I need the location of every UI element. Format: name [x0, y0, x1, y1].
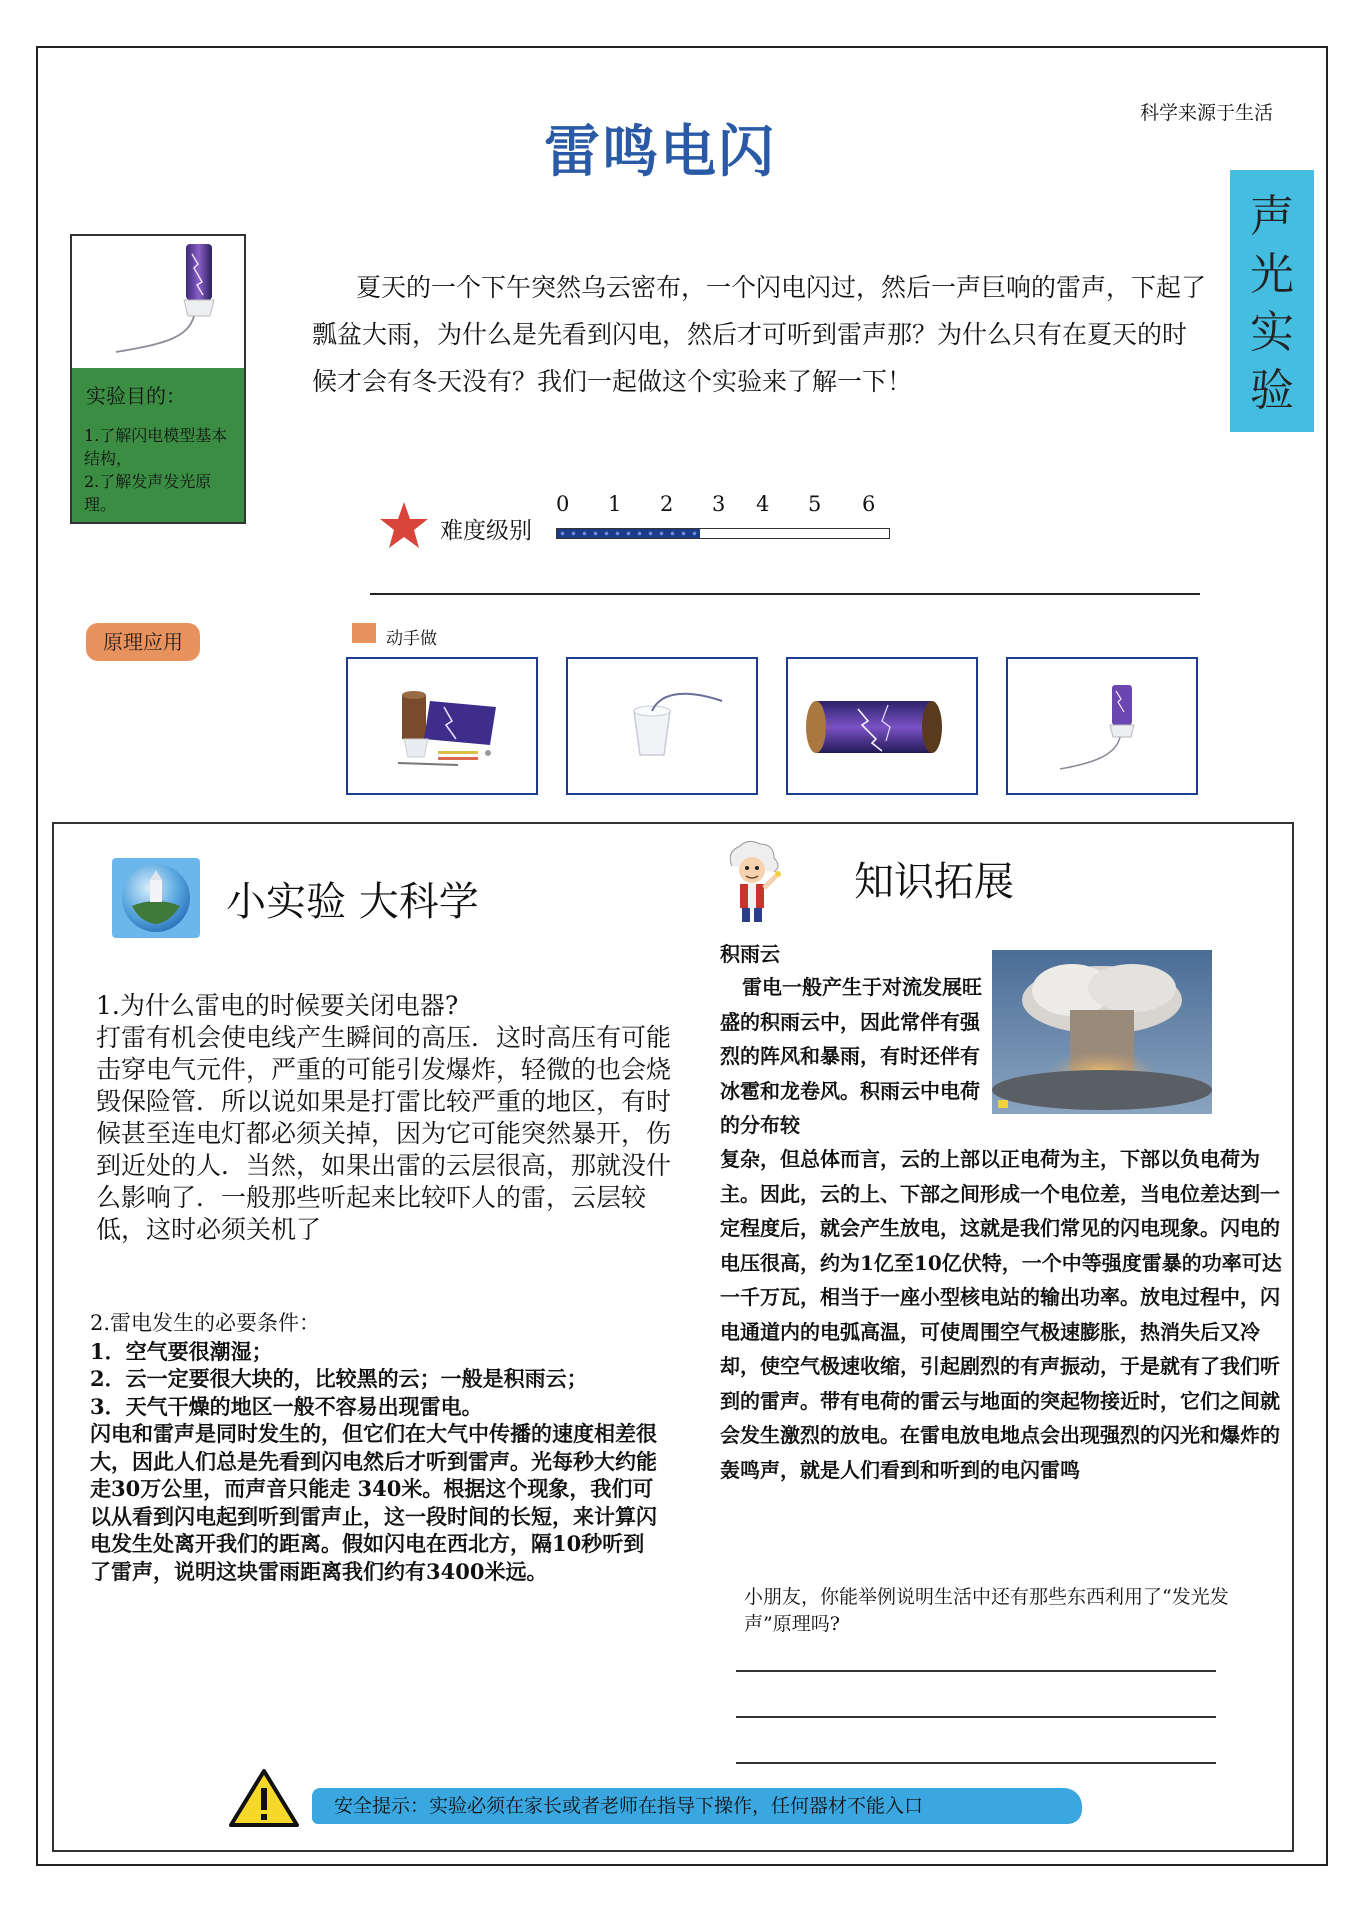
question-2-title: 2.雷电发生的必要条件：	[90, 1311, 321, 1335]
cumulonimbus-photo	[992, 950, 1212, 1114]
condition-item: 3．天气干燥的地区一般不容易出现雷电。	[90, 1393, 483, 1419]
step-photo-3	[786, 657, 978, 795]
question-2-body: 闪电和雷声是同时发生的，但它们在大气中传播的速度相差很大，因此人们总是先看到闪电然后才听到雷声。光每秒大约能走30万公里，而声音只能走 340米。根据这个现象，我们可以从看到闪电起到听到雷声止，这一段时间的长短，来计算闪电发生处离开我们的距离。假如闪电在西北方，隔10秒听到了雷声，说明这块雷雨距离我们约有3400米远。	[90, 1421, 657, 1584]
divider	[370, 593, 1200, 595]
scale-tick: 4	[756, 492, 770, 516]
intro-paragraph: 夏天的一个下午突然乌云密布，一个闪电闪过，然后一声巨响的雷声，下起了瓢盆大雨，为什么是先看到闪电，然后才可听到雷声那？为什么只有在夏天的时候才会有冬天没有？我们一起做这个实验来了解一下！	[312, 273, 1207, 396]
principle-button[interactable]: 原理应用	[86, 623, 200, 661]
star-icon	[378, 500, 430, 552]
difficulty-label: 难度级别	[440, 518, 532, 544]
question-1-body: 打雷有机会使电线产生瞬间的高压．这时高压有可能击穿电气元件，严重的可能引发爆炸，轻微的也会烧毁保险管．所以说如果是打雷比较严重的地区，有时候甚至连电灯都必须关掉，因为它可能突然暴开，伤到近处的人．当然，如果出雷的云层很高，那就没什么影响了．一般那些听起来比较吓人的雷，云层较低，这时必须关机了	[96, 1023, 672, 1244]
lamp-model-image	[72, 236, 244, 366]
difficulty-bar	[556, 528, 890, 539]
difficulty-scale	[552, 492, 892, 522]
side-tab-char: 光	[1250, 249, 1294, 300]
goal-panel	[72, 368, 244, 522]
goal-item: 1.了解闪电模型基本结构，	[84, 426, 228, 468]
side-tab-char: 验	[1250, 365, 1294, 416]
scale-tick: 5	[808, 492, 822, 516]
question-2	[90, 1310, 660, 1585]
question-1	[96, 990, 676, 1246]
reader-question: 小朋友，你能举例说明生活中还有那些东西利用了“发光发声”原理吗?	[744, 1586, 1229, 1635]
scale-tick: 2	[660, 492, 674, 516]
condition-item: 1．空气要很潮湿；	[90, 1338, 273, 1364]
materials-image	[348, 659, 536, 793]
cloud-subheading: 积雨云	[720, 942, 780, 966]
step-photo-2	[566, 657, 758, 795]
experiment-heading: 小实验 大科学	[226, 879, 479, 925]
goal-heading: 实验目的：	[86, 384, 186, 408]
einstein-icon	[722, 840, 784, 928]
page-title: 雷鸣电闪	[544, 119, 776, 185]
scale-tick: 3	[712, 492, 726, 516]
knowledge-heading: 知识拓展	[854, 859, 1014, 905]
step-photo-4	[1006, 657, 1198, 795]
goal-list	[84, 424, 234, 516]
difficulty-bar-fill	[557, 529, 700, 538]
warning-icon	[228, 1768, 300, 1828]
side-tab-char: 实	[1250, 307, 1294, 358]
answer-line[interactable]	[736, 1762, 1216, 1764]
answer-line[interactable]	[736, 1716, 1216, 1718]
knowledge-text-top: 雷电一般产生于对流发展旺盛的积雨云中，因此常伴有强烈的阵风和暴雨，有时还伴有冰雹和龙卷风。积雨云中电荷的分布较	[720, 975, 982, 1137]
question-1-title: 1.为什么雷电的时候要关闭电器?	[96, 991, 459, 1020]
side-tab	[1230, 170, 1314, 432]
scale-tick: 1	[608, 492, 622, 516]
finished-model-image	[1008, 659, 1196, 793]
knowledge-text: 复杂，但总体而言，云的上部以正电荷为主，下部以负电荷为主。因此，云的上、下部之间形成一个电位差，当电位差达到一定程度后，就会产生放电，这就是我们常见的闪电现象。闪电的电压很高，约为1亿至10亿伏特，一个中等强度雷暴的功率可达一千万瓦，相当于一座小型核电站的输出功率。放电过程中，闪电通道内的电弧高温，可使周围空气极速膨胀，热消失后又冷却，使空气极速收缩，引起剧烈的有声振动，于是就有了我们听到的雷声。带有电荷的雷云与地面的突起物接近时，它们之间就会发生激烈的放电。在雷电放电地点会出现强烈的闪光和爆炸的轰鸣声，就是人们看到和听到的电闪雷鸣	[720, 1147, 1282, 1482]
globe-icon	[112, 858, 200, 938]
step-photo-1	[346, 657, 538, 795]
scale-tick: 0	[556, 492, 570, 516]
base-cup-image	[568, 659, 756, 793]
condition-item: 2．云一定要很大块的，比较黑的云；一般是积雨云；	[90, 1366, 588, 1391]
slogan: 科学来源于生活	[1140, 102, 1274, 124]
answer-line[interactable]	[736, 1670, 1216, 1672]
scale-tick: 6	[862, 492, 876, 516]
side-tab-char: 声	[1250, 191, 1294, 242]
safety-banner: 安全提示：实验必须在家长或者老师在指导下操作，任何器材不能入口	[312, 1788, 1082, 1824]
lightning-tube-image	[788, 659, 976, 793]
goal-item: 2.了解发声发光原理。	[84, 472, 212, 514]
diy-label: 动手做	[386, 629, 437, 649]
goal-card	[70, 234, 246, 524]
diy-square-icon	[352, 623, 376, 643]
